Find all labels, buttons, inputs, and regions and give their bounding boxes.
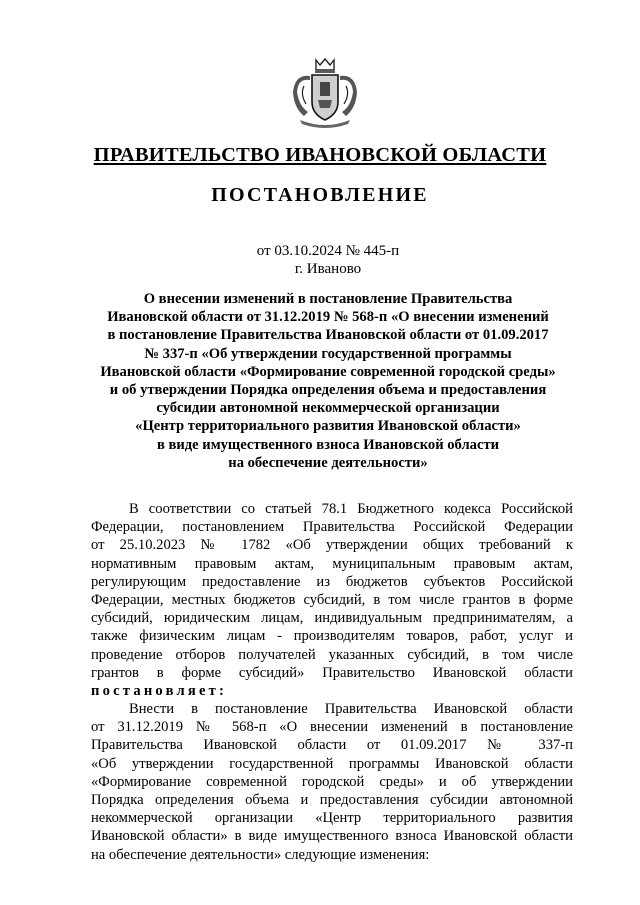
- body-line: Внести в постановление Правительства Ивановской области: [129, 701, 573, 718]
- body-line: регулирующим предоставление из бюджетов субъектов Российской: [91, 573, 573, 590]
- title-line: в постановление Правительства Ивановской области от 01.09.2017: [107, 327, 549, 344]
- title-line: «Центр территориального развития Ивановской области»: [135, 418, 521, 435]
- body-line: нормативным правовым актам, муниципальным правовым актам,: [91, 555, 573, 572]
- operative-paragraph: [91, 700, 573, 864]
- title-line: и об утверждении Порядка определения объема и предоставления: [109, 382, 547, 399]
- body-line: Правительства Ивановской области от 01.09.2017 № 337-п: [91, 737, 573, 754]
- document-date-number: от 03.10.2024 № 445-п: [256, 243, 400, 259]
- body-line: В соответствии со статьей 78.1 Бюджетного кодекса Российской: [129, 501, 573, 517]
- resolves-word: постановляет:: [91, 682, 228, 699]
- body-line: на обеспечение деятельности» следующие изменения:: [91, 846, 430, 863]
- authority-name: ПРАВИТЕЛЬСТВО ИВАНОВСКОЙ ОБЛАСТИ: [93, 144, 547, 166]
- body-line: также физическим лицам - производителям товаров, работ, услуг и: [91, 628, 573, 645]
- body-line: от 25.10.2023 № 1782 «Об утверждении общих требований к: [91, 537, 573, 554]
- document-type: ПОСТАНОВЛЕНИЕ: [211, 184, 429, 206]
- body-line: Порядка определения объема и предоставления субсидии автономной: [91, 792, 573, 808]
- document-title: [100, 290, 556, 472]
- body-line: «Формирование современной городской среды» и об утверждении: [91, 773, 573, 790]
- document-body: [91, 500, 573, 864]
- title-line: на обеспечение деятельности»: [228, 454, 428, 471]
- body-line: некоммерческой организации «Центр территориального развития: [91, 810, 573, 827]
- preamble-paragraph: [91, 500, 573, 700]
- body-line: грантов в форме субсидий» Правительство Ивановской области: [91, 664, 573, 681]
- title-line: О внесении изменений в постановление Правительства: [143, 291, 513, 307]
- body-line: Федерации, местных бюджетов субсидий, в том числе грантов в форме: [91, 591, 573, 608]
- body-line: от 31.12.2019 № 568-п «О внесении изменений в постановление: [91, 719, 573, 736]
- title-line: № 337-п «Об утверждении государственной программы: [144, 345, 512, 362]
- document-city: г. Иваново: [294, 261, 362, 277]
- body-line: субсидий, юридическим лицам, индивидуальным предпринимателям, а: [91, 610, 573, 627]
- title-line: Ивановской области «Формирование современной городской среды»: [100, 363, 556, 380]
- body-line: «Об утверждении государственной программы Ивановской области: [91, 755, 573, 772]
- title-line: Ивановской области от 31.12.2019 № 568-п «О внесении изменений: [107, 309, 549, 326]
- coat-of-arms-icon: [290, 56, 360, 130]
- title-line: субсидии автономной некоммерческой организации: [156, 400, 500, 417]
- title-line: в виде имущественного взноса Ивановской области: [156, 436, 500, 453]
- body-line: Ивановской области» в виде имущественного взноса Ивановской области: [91, 828, 573, 845]
- body-line: проведение отборов получателей указанных субсидий, в том числе: [91, 646, 573, 663]
- body-line: Федерации, постановлением Правительства Российской Федерации: [91, 519, 573, 536]
